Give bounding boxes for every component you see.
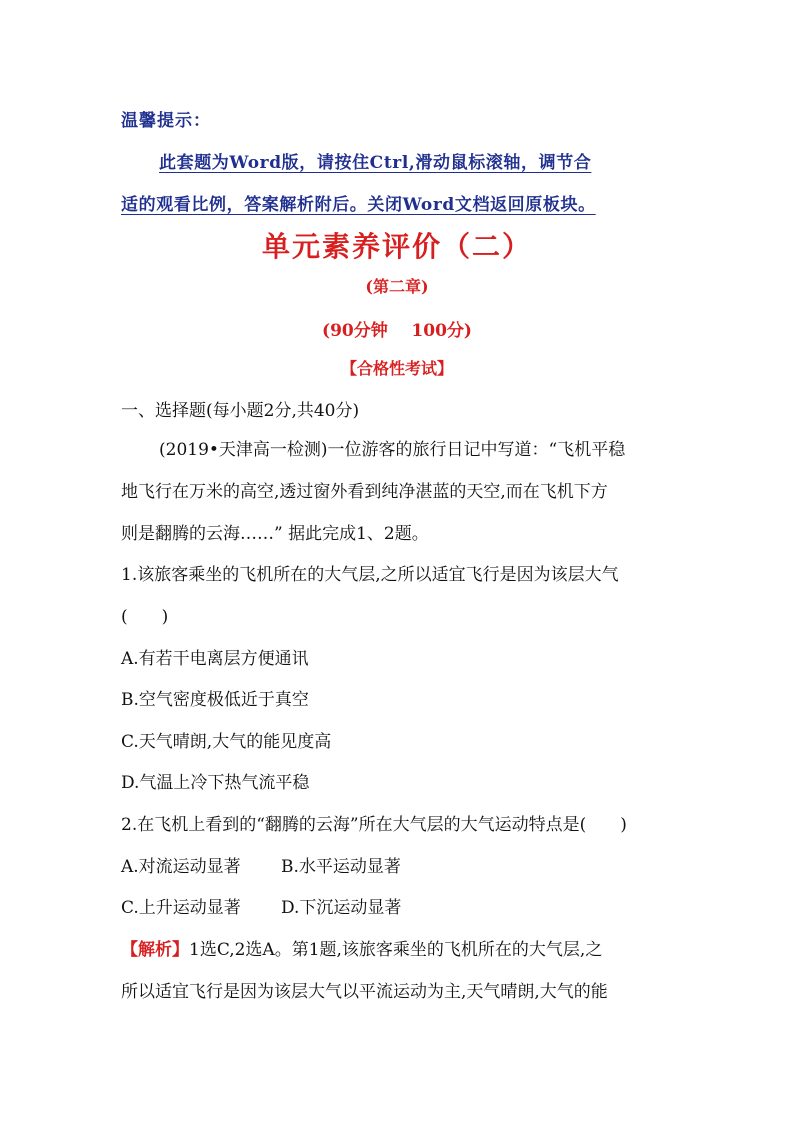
analysis-text-1: 1选C,2选A。第1题,该旅客乘坐的飞机所在的大气层,之	[189, 940, 603, 960]
question-2-option-d: D.下沉运动显著	[281, 898, 402, 918]
analysis-tag: 【解析】	[121, 940, 189, 960]
question-1-option-d: D.气温上冷下热气流平稳	[121, 773, 310, 793]
question-1-stem-line-1: 1.该旅客乘坐的飞机所在的大气层,之所以适宜飞行是因为该层大气	[121, 565, 619, 585]
tips-line-2: 适的观看比例，答案解析附后。关闭Word文档返回原板块。	[121, 195, 596, 215]
chapter-label: (第二章)	[365, 277, 429, 296]
page-title: 单元素养评价（二）	[261, 230, 532, 263]
analysis-line-2: 所以适宜飞行是因为该层大气以平流运动为主,天气晴朗,大气的能	[121, 982, 608, 1002]
time-score-label: (90分钟 100分)	[322, 321, 472, 341]
section-heading: 一、选择题(每小题2分,共40分)	[121, 401, 360, 421]
question-2-stem: 2.在飞机上看到的“翻腾的云海”所在大气层的大气运动特点是( )	[121, 815, 627, 835]
passage-line-2: 地飞行在万米的高空,透过窗外看到纯净湛蓝的天空,而在飞机下方	[121, 482, 608, 502]
question-1-option-c: C.天气晴朗,大气的能见度高	[121, 732, 332, 752]
question-2-options-row-1	[121, 855, 401, 879]
exam-type-label: 【合格性考试】	[340, 359, 453, 378]
passage-line-1: (2019•天津高一检测)一位游客的旅行日记中写道：“飞机平稳	[159, 440, 626, 460]
question-2-option-b: B.水平运动显著	[281, 857, 401, 877]
question-2-option-c: C.上升运动显著	[121, 898, 241, 918]
analysis-line-1	[121, 938, 602, 962]
question-1-stem-line-2: ( )	[121, 607, 169, 627]
passage-line-3: 则是翻腾的云海……” 据此完成1、2题。	[121, 524, 429, 544]
tips-title: 温馨提示：	[121, 111, 211, 131]
tips-line-1: 此套题为Word版，请按住Ctrl,滑动鼠标滚轴，调节合	[159, 153, 592, 173]
question-1-option-b: B.空气密度极低近于真空	[121, 690, 309, 710]
question-2-options-row-2	[121, 896, 401, 920]
question-2-option-a: A.对流运动显著	[121, 857, 241, 877]
question-1-option-a: A.有若干电离层方便通讯	[121, 649, 309, 669]
